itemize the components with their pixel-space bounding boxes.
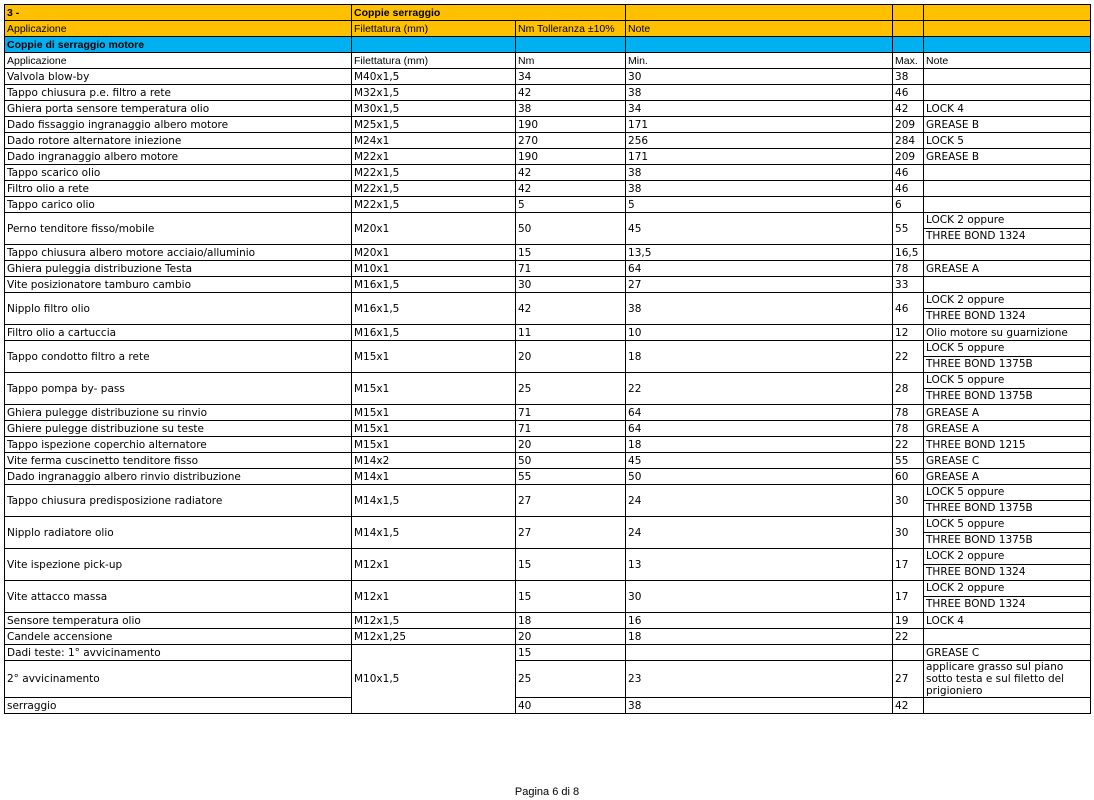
cell-max: 78 xyxy=(893,405,924,421)
cell-applicazione: Dado ingranaggio albero rinvio distribuzione xyxy=(5,469,352,485)
cell-filettatura: M15x1 xyxy=(352,421,516,437)
cell-applicazione: Tappo scarico olio xyxy=(5,165,352,181)
cell-max: 60 xyxy=(893,469,924,485)
cell-filettatura: M20x1 xyxy=(352,213,516,245)
cell-filettatura: M30x1,5 xyxy=(352,101,516,117)
cell-filettatura: M16x1,5 xyxy=(352,293,516,325)
cell-filettatura: M12x1 xyxy=(352,581,516,613)
cell-min: 24 xyxy=(626,517,893,549)
cell-applicazione: Tappo condotto filtro a rete xyxy=(5,341,352,373)
cell-applicazione: Filtro olio a cartuccia xyxy=(5,325,352,341)
cell-nm: 190 xyxy=(516,117,626,133)
table-row xyxy=(5,341,1091,373)
col-note: Note xyxy=(924,53,1091,69)
cell-max: 22 xyxy=(893,437,924,453)
cell-applicazione: Tappo chiusura predisposizione radiatore xyxy=(5,485,352,517)
cell-max: 30 xyxy=(893,517,924,549)
cell-filettatura: M14x2 xyxy=(352,453,516,469)
table-row xyxy=(5,133,1091,149)
cell-max: 46 xyxy=(893,85,924,101)
cell-nm: 25 xyxy=(516,373,626,405)
cell-note xyxy=(924,277,1091,293)
note-line: LOCK 2 oppure xyxy=(926,582,1005,594)
cell-max xyxy=(893,645,924,661)
cell-max: 27 xyxy=(893,661,924,698)
table-row xyxy=(5,698,1091,714)
cell-applicazione: Ghiere pulegge distribuzione su teste xyxy=(5,421,352,437)
cell-filettatura: M15x1 xyxy=(352,405,516,421)
note-line: THREE BOND 1324 xyxy=(924,308,1090,324)
cell-nm: 270 xyxy=(516,133,626,149)
note-line: LOCK 5 oppure xyxy=(926,518,1005,530)
cell-applicazione: Vite attacco massa xyxy=(5,581,352,613)
cell-min xyxy=(626,645,893,661)
cell-filettatura: M22x1,5 xyxy=(352,165,516,181)
cell-nm: 190 xyxy=(516,149,626,165)
note-line: THREE BOND 1324 xyxy=(924,564,1090,580)
cell-min: 50 xyxy=(626,469,893,485)
cell-filettatura: M32x1,5 xyxy=(352,85,516,101)
cell-note: THREE BOND 1215 xyxy=(924,437,1091,453)
cell-nm: 15 xyxy=(516,549,626,581)
cell-applicazione: Dado rotore alternatore iniezione xyxy=(5,133,352,149)
cell-filettatura: M15x1 xyxy=(352,437,516,453)
table-row xyxy=(5,629,1091,645)
cell-note xyxy=(924,85,1091,101)
cell-nm: 15 xyxy=(516,645,626,661)
cell-filettatura: M15x1 xyxy=(352,341,516,373)
cell-max: 55 xyxy=(893,453,924,469)
cell-min: 16 xyxy=(626,613,893,629)
cell-note xyxy=(924,197,1091,213)
cell-max: 28 xyxy=(893,373,924,405)
cell-nm: 15 xyxy=(516,581,626,613)
cell-min: 30 xyxy=(626,69,893,85)
header-filettatura: Filettatura (mm) xyxy=(352,21,516,37)
cell-applicazione: Perno tenditore fisso/mobile xyxy=(5,213,352,245)
cell-filettatura: M16x1,5 xyxy=(352,325,516,341)
cell-note xyxy=(924,549,1091,581)
cell-nm: 20 xyxy=(516,437,626,453)
cell-nm: 34 xyxy=(516,69,626,85)
cell-min: 45 xyxy=(626,213,893,245)
col-min: Min. xyxy=(626,53,893,69)
table-row xyxy=(5,581,1091,613)
cell-max: 78 xyxy=(893,421,924,437)
cell-nm: 42 xyxy=(516,85,626,101)
cell-note: GREASE A xyxy=(924,261,1091,277)
cell-applicazione: Tappo carico olio xyxy=(5,197,352,213)
cell-note xyxy=(924,629,1091,645)
table-row xyxy=(5,613,1091,629)
table-row xyxy=(5,373,1091,405)
cell-filettatura: M22x1,5 xyxy=(352,197,516,213)
note-line: LOCK 2 oppure xyxy=(926,214,1005,226)
table-row xyxy=(5,213,1091,245)
cell-note xyxy=(924,293,1091,325)
cell-note: GREASE A xyxy=(924,421,1091,437)
cell-nm: 20 xyxy=(516,341,626,373)
cell-nm: 71 xyxy=(516,405,626,421)
cell-min: 64 xyxy=(626,405,893,421)
cell-applicazione: Tappo chiusura p.e. filtro a rete xyxy=(5,85,352,101)
cell-max: 38 xyxy=(893,69,924,85)
cell-note: LOCK 5 xyxy=(924,133,1091,149)
col-applicazione: Applicazione xyxy=(5,53,352,69)
cell-min: 18 xyxy=(626,629,893,645)
cell-min: 23 xyxy=(626,661,893,698)
cell-max: 6 xyxy=(893,197,924,213)
table-row xyxy=(5,85,1091,101)
cell-max: 12 xyxy=(893,325,924,341)
cell-nm: 20 xyxy=(516,629,626,645)
cell-filettatura: M14x1,5 xyxy=(352,485,516,517)
col-filettatura: Filettatura (mm) xyxy=(352,53,516,69)
cell-filettatura: M22x1,5 xyxy=(352,181,516,197)
cell-applicazione: Nipplo radiatore olio xyxy=(5,517,352,549)
cell-min: 10 xyxy=(626,325,893,341)
cell-max: 19 xyxy=(893,613,924,629)
table-row xyxy=(5,69,1091,85)
cell-nm: 42 xyxy=(516,181,626,197)
cell-nm: 42 xyxy=(516,293,626,325)
cell-max: 46 xyxy=(893,165,924,181)
cell-nm: 42 xyxy=(516,165,626,181)
cell-filettatura: M14x1 xyxy=(352,469,516,485)
cell-filettatura: M20x1 xyxy=(352,245,516,261)
cell-applicazione: Tappo pompa by- pass xyxy=(5,373,352,405)
header-applicazione: Applicazione xyxy=(5,21,352,37)
note-line: THREE BOND 1324 xyxy=(924,228,1090,244)
cell-max: 22 xyxy=(893,629,924,645)
note-line: THREE BOND 1375B xyxy=(924,356,1090,372)
cell-filettatura: M16x1,5 xyxy=(352,277,516,293)
cell-applicazione: Ghiera porta sensore temperatura olio xyxy=(5,101,352,117)
cell-filettatura: M10x1 xyxy=(352,261,516,277)
cell-max: 209 xyxy=(893,117,924,133)
cell-applicazione: serraggio xyxy=(5,698,352,714)
table-row xyxy=(5,261,1091,277)
table-row xyxy=(5,421,1091,437)
cell-min: 45 xyxy=(626,453,893,469)
cell-min: 13,5 xyxy=(626,245,893,261)
cell-min: 38 xyxy=(626,698,893,714)
note-line: LOCK 5 oppure xyxy=(926,486,1005,498)
cell-min: 18 xyxy=(626,341,893,373)
cell-max: 17 xyxy=(893,549,924,581)
cell-nm: 25 xyxy=(516,661,626,698)
cell-applicazione: Valvola blow-by xyxy=(5,69,352,85)
cell-nm: 71 xyxy=(516,421,626,437)
cell-filettatura: M12x1,25 xyxy=(352,629,516,645)
cell-nm: 55 xyxy=(516,469,626,485)
cell-note xyxy=(924,485,1091,517)
header-note: Note xyxy=(626,21,893,37)
section-heading: Coppie di serraggio motore xyxy=(5,37,352,53)
cell-min: 64 xyxy=(626,421,893,437)
cell-min: 5 xyxy=(626,197,893,213)
table-row xyxy=(5,245,1091,261)
cell-nm: 5 xyxy=(516,197,626,213)
cell-note: GREASE C xyxy=(924,453,1091,469)
cell-min: 171 xyxy=(626,149,893,165)
cell-note xyxy=(924,165,1091,181)
cell-filettatura: M12x1,5 xyxy=(352,613,516,629)
cell-applicazione: Ghiera pulegge distribuzione su rinvio xyxy=(5,405,352,421)
cell-note: GREASE A xyxy=(924,405,1091,421)
table-row xyxy=(5,197,1091,213)
note-line: LOCK 5 oppure xyxy=(926,342,1005,354)
cell-applicazione: 2° avvicinamento xyxy=(5,661,352,698)
cell-min: 34 xyxy=(626,101,893,117)
note-line: LOCK 5 oppure xyxy=(926,374,1005,386)
cell-min: 256 xyxy=(626,133,893,149)
cell-note xyxy=(924,581,1091,613)
cell-filettatura: M14x1,5 xyxy=(352,517,516,549)
cell-filettatura: M24x1 xyxy=(352,133,516,149)
cell-min: 38 xyxy=(626,165,893,181)
table-row xyxy=(5,101,1091,117)
cell-note xyxy=(924,69,1091,85)
note-line: THREE BOND 1375B xyxy=(924,388,1090,404)
note-line: THREE BOND 1375B xyxy=(924,532,1090,548)
column-header-row xyxy=(5,53,1091,69)
table-row xyxy=(5,181,1091,197)
cell-nm: 27 xyxy=(516,485,626,517)
cell-max: 55 xyxy=(893,213,924,245)
note-line: THREE BOND 1324 xyxy=(924,596,1090,612)
cell-filettatura: M12x1 xyxy=(352,549,516,581)
cell-applicazione: Candele accensione xyxy=(5,629,352,645)
cell-max: 33 xyxy=(893,277,924,293)
cell-nm: 38 xyxy=(516,101,626,117)
cell-note xyxy=(924,517,1091,549)
title-row xyxy=(5,5,1091,21)
cell-nm: 18 xyxy=(516,613,626,629)
table-row xyxy=(5,645,1091,661)
table-row xyxy=(5,469,1091,485)
cell-note: LOCK 4 xyxy=(924,101,1091,117)
cell-filettatura: M10x1,5 xyxy=(352,645,516,714)
cell-min: 24 xyxy=(626,485,893,517)
cell-note: LOCK 4 xyxy=(924,613,1091,629)
cell-min: 13 xyxy=(626,549,893,581)
cell-nm: 11 xyxy=(516,325,626,341)
cell-max: 42 xyxy=(893,698,924,714)
torque-table xyxy=(4,4,1091,714)
cell-note: applicare grasso sul piano sotto testa e sul filetto del prigioniero xyxy=(924,661,1091,698)
table-row xyxy=(5,549,1091,581)
table-row xyxy=(5,293,1091,325)
cell-note xyxy=(924,373,1091,405)
cell-filettatura: M22x1 xyxy=(352,149,516,165)
table-row xyxy=(5,453,1091,469)
subtitle-row xyxy=(5,21,1091,37)
cell-min: 171 xyxy=(626,117,893,133)
cell-note xyxy=(924,213,1091,245)
cell-filettatura: M25x1,5 xyxy=(352,117,516,133)
cell-nm: 50 xyxy=(516,453,626,469)
table-row xyxy=(5,405,1091,421)
table-row xyxy=(5,661,1091,698)
table-row xyxy=(5,485,1091,517)
cell-max: 284 xyxy=(893,133,924,149)
cell-applicazione: Tappo ispezione coperchio alternatore xyxy=(5,437,352,453)
cell-applicazione: Tappo chiusura albero motore acciaio/alluminio xyxy=(5,245,352,261)
table-row xyxy=(5,325,1091,341)
cell-nm: 40 xyxy=(516,698,626,714)
cell-applicazione: Ghiera puleggia distribuzione Testa xyxy=(5,261,352,277)
table-row xyxy=(5,437,1091,453)
cell-max: 46 xyxy=(893,181,924,197)
note-line: THREE BOND 1375B xyxy=(924,500,1090,516)
cell-max: 16,5 xyxy=(893,245,924,261)
cell-max: 22 xyxy=(893,341,924,373)
cell-max: 78 xyxy=(893,261,924,277)
col-nm: Nm xyxy=(516,53,626,69)
cell-applicazione: Sensore temperatura olio xyxy=(5,613,352,629)
cell-note: Olio motore su guarnizione xyxy=(924,325,1091,341)
cell-applicazione: Vite ferma cuscinetto tenditore fisso xyxy=(5,453,352,469)
cell-note xyxy=(924,698,1091,714)
cell-max: 46 xyxy=(893,293,924,325)
cell-note: GREASE C xyxy=(924,645,1091,661)
cell-nm: 50 xyxy=(516,213,626,245)
cell-applicazione: Nipplo filtro olio xyxy=(5,293,352,325)
cell-max: 209 xyxy=(893,149,924,165)
col-max: Max. xyxy=(893,53,924,69)
table-row xyxy=(5,517,1091,549)
table-row xyxy=(5,117,1091,133)
cell-note xyxy=(924,341,1091,373)
cell-min: 38 xyxy=(626,293,893,325)
cell-min: 18 xyxy=(626,437,893,453)
cell-note: GREASE B xyxy=(924,149,1091,165)
cell-filettatura: M15x1 xyxy=(352,373,516,405)
cell-applicazione: Dado fissaggio ingranaggio albero motore xyxy=(5,117,352,133)
table-row xyxy=(5,277,1091,293)
cell-note xyxy=(924,245,1091,261)
cell-nm: 71 xyxy=(516,261,626,277)
cell-min: 30 xyxy=(626,581,893,613)
note-line: LOCK 2 oppure xyxy=(926,294,1005,306)
cell-min: 38 xyxy=(626,85,893,101)
section-title: Coppie serraggio xyxy=(352,5,626,21)
cell-max: 17 xyxy=(893,581,924,613)
cell-applicazione: Dado ingranaggio albero motore xyxy=(5,149,352,165)
cell-applicazione: Filtro olio a rete xyxy=(5,181,352,197)
cell-min: 38 xyxy=(626,181,893,197)
cell-note: GREASE A xyxy=(924,469,1091,485)
cell-applicazione: Vite posizionatore tamburo cambio xyxy=(5,277,352,293)
cell-filettatura: M40x1,5 xyxy=(352,69,516,85)
cell-note: GREASE B xyxy=(924,117,1091,133)
cell-max: 30 xyxy=(893,485,924,517)
cell-max: 42 xyxy=(893,101,924,117)
page-number: Pagina 6 di 8 xyxy=(514,786,580,798)
cell-min: 27 xyxy=(626,277,893,293)
cell-applicazione: Dadi teste: 1° avvicinamento xyxy=(5,645,352,661)
table-row xyxy=(5,165,1091,181)
cell-min: 22 xyxy=(626,373,893,405)
cell-min: 64 xyxy=(626,261,893,277)
cell-nm: 27 xyxy=(516,517,626,549)
cell-nm: 30 xyxy=(516,277,626,293)
section-header-row xyxy=(5,37,1091,53)
cell-note xyxy=(924,181,1091,197)
table-row xyxy=(5,149,1091,165)
cell-nm: 15 xyxy=(516,245,626,261)
cell-applicazione: Vite ispezione pick-up xyxy=(5,549,352,581)
section-number: 3 - xyxy=(5,5,352,21)
header-nm-tolleranza: Nm Tolleranza ±10% xyxy=(516,21,626,37)
note-line: LOCK 2 oppure xyxy=(926,550,1005,562)
